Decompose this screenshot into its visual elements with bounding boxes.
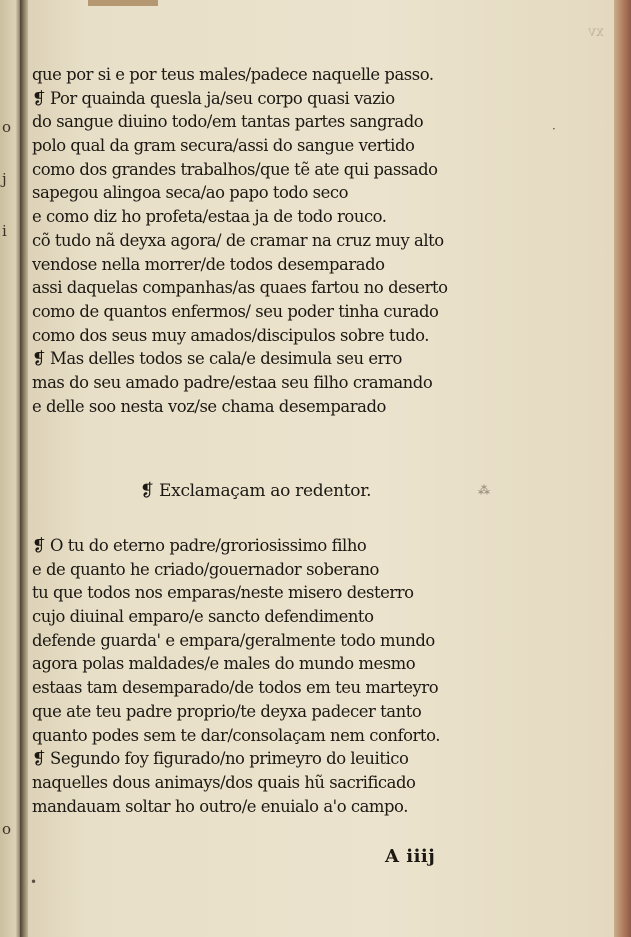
text-line: cõ tudo nã deyxa agora/ de cramar na cruz muy alto [32, 230, 444, 250]
previous-page-fragment: o [2, 820, 12, 838]
previous-page-fragment: j [2, 170, 7, 188]
text-line: tu que todos nos emparas/neste misero desterro [32, 583, 414, 603]
text-block-lower [32, 534, 572, 842]
page-edge-stain [614, 0, 631, 937]
text-line: naquelles dous animays/dos quais hũ sacrificado [32, 772, 416, 792]
previous-page-fragment: o [2, 118, 12, 136]
bleed-through-folio: xv [588, 24, 604, 40]
text-line: vendose nella morrer/de todos desemparado [32, 254, 385, 274]
text-line: que por si e por teus males/padece naquelle passo. [32, 65, 434, 84]
text-line: como dos seus muy amados/discipulos sobre tudo. [32, 325, 430, 345]
top-decoration [88, 0, 158, 6]
text-line: e delle soo nesta voz/se chama desemparado [32, 396, 386, 416]
text-line: do sangue diuino todo/em tantas partes sangrado [32, 112, 424, 132]
text-line: que ate teu padre proprio/te deyxa padecer tanto [32, 701, 422, 721]
text-line: mas do seu amado padre/estaa seu filho cramando [32, 372, 433, 392]
section-heading: ❡ Exclamaçam ao redentor. [140, 481, 372, 501]
margin-speck: • [30, 875, 38, 889]
signature-mark: A iiij [385, 846, 436, 867]
text-line: como dos grandes trabalhos/que tẽ ate qui passado [32, 159, 438, 179]
text-line: agora polas maldades/e males do mundo mesmo [32, 654, 416, 674]
text-line: estaas tam desemparado/de todos em teu marteyro [32, 678, 439, 698]
heading-ornament: ⁂ [478, 483, 491, 497]
text-block-upper [32, 63, 572, 442]
text-line: ❡ Segundo foy figurado/no primeyro do leuitico [32, 749, 409, 769]
text-line: assi daquelas companhas/as quaes fartou no deserto [32, 278, 448, 298]
text-line: e de quanto he criado/gouernador soberano [32, 559, 379, 579]
text-line: ❡ O tu do eterno padre/groriosissimo filho [32, 536, 367, 555]
margin-speck: · [552, 122, 556, 136]
previous-page-edge [0, 0, 22, 937]
text-line: mandauam soltar ho outro/e enuialo a'o campo. [32, 796, 408, 816]
text-line: defende guarda' e empara/geralmente todo mundo [32, 630, 435, 650]
previous-page-fragment: i [2, 222, 7, 240]
text-line: ❡ Por quainda quesla ja/seu corpo quasi vazio [32, 88, 395, 108]
text-line: e como diz ho profeta/estaa ja de todo rouco. [32, 207, 387, 227]
text-line: como de quantos enfermos/ seu poder tinha curado [32, 301, 439, 321]
text-line: polo qual da gram secura/assi do sangue vertido [32, 136, 415, 156]
text-line: cujo diuinal emparo/e sancto defendimento [32, 607, 374, 627]
text-line: ❡ Mas delles todos se cala/e desimula seu erro [32, 349, 402, 369]
text-line: sapegou alingoa seca/ao papo todo seco [32, 183, 349, 203]
text-line [32, 418, 572, 442]
text-line [32, 818, 572, 842]
text-line: quanto podes sem te dar/consolaçam nem conforto. [32, 725, 440, 745]
